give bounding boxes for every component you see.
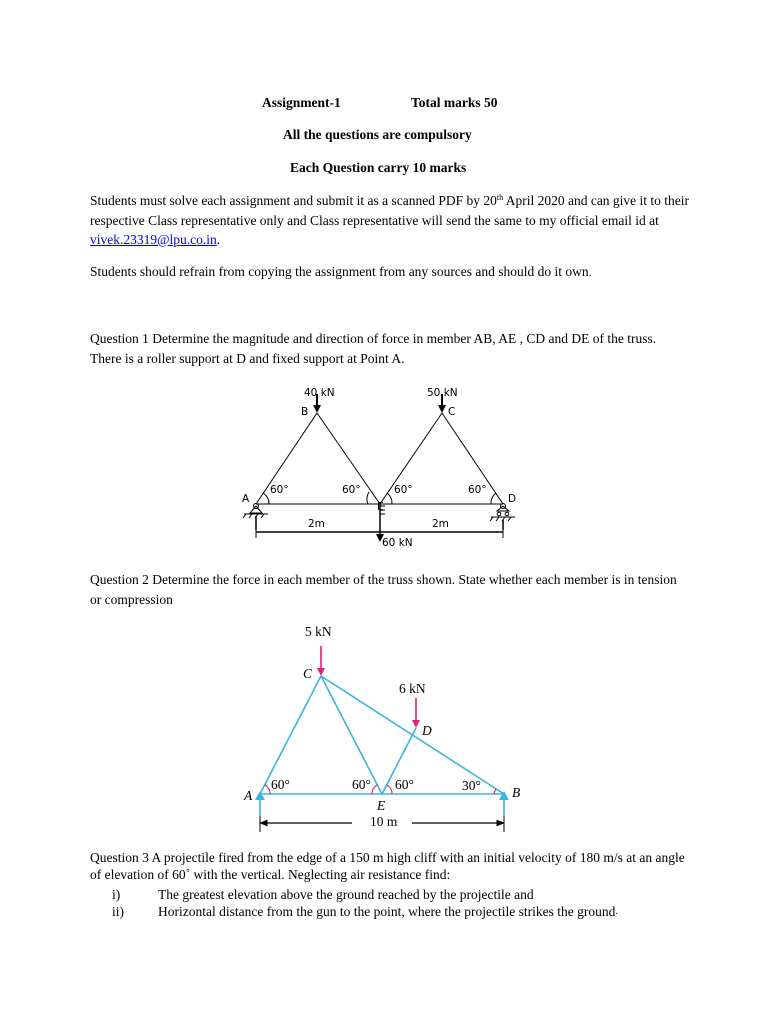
question-2-text: Question 2 Determine the force in each member of the truss shown. State whether each member is in tension or compression	[90, 572, 677, 607]
copying-note: Students should refrain from copying the assignment from any sources and should do it own.	[90, 264, 592, 279]
node-c-label: C	[448, 406, 456, 418]
node-b-label: B	[512, 785, 521, 800]
angle-e-right-label: 60°	[394, 484, 413, 496]
node-b-label: B	[301, 406, 309, 418]
angle-b-label: 30°	[462, 778, 481, 793]
assignment-title: Assignment-1	[262, 95, 341, 110]
angle-e-right-label: 60°	[395, 777, 414, 792]
dim-label: 10 m	[370, 814, 398, 829]
truss-2-figure	[240, 620, 530, 835]
node-a-label: A	[242, 493, 250, 505]
node-e-label: E	[377, 798, 386, 813]
member-ac	[260, 676, 321, 794]
node-a-label: A	[244, 788, 253, 803]
load-c-label: 50 kN	[427, 387, 458, 399]
node-d-label: D	[508, 493, 517, 505]
question-3-list	[90, 886, 618, 920]
dim-right-label: 2m	[432, 518, 449, 530]
marks-note: Each Question carry 10 marks	[290, 160, 467, 175]
question-3-text: Question 3 A projectile fired from the edge of a 150 m high cliff with an initial velocity of 180 m/s at an angle of elevation of 60˚ with the vertical. Neglecting air resistance find:	[90, 850, 685, 882]
angle-d-label: 60°	[468, 484, 487, 496]
total-marks: Total marks 50	[411, 95, 498, 110]
angle-e-left-label: 60°	[352, 777, 371, 792]
node-e-label: E	[377, 501, 384, 513]
submission-instructions: Students must solve each assignment and submit it as a scanned PDF by 20th April 2020 and can give it to their respective Class representative only and Class representative will send the same to my official email id at vivek.23319@lpu.co.in.	[90, 193, 690, 247]
angle-a-label: 60°	[271, 777, 290, 792]
angle-a-label: 60°	[270, 484, 289, 496]
load-b-label: 40 kN	[304, 387, 335, 399]
load-e-label: 60 kN	[382, 537, 413, 549]
load-c-label: 5 kN	[305, 624, 332, 639]
list-item: ii) Horizontal distance from the gun to the point, where the projectile strikes the ground .	[112, 904, 619, 919]
list-item: i) The greatest elevation above the ground reached by the projectile and	[112, 887, 534, 902]
node-c-label: C	[303, 666, 313, 681]
email-link[interactable]: vivek.23319@lpu.co.in	[90, 232, 217, 247]
angle-e-left-label: 60°	[342, 484, 361, 496]
compulsory-note: All the questions are compulsory	[283, 127, 472, 142]
dim-left-label: 2m	[308, 518, 325, 530]
load-d-label: 6 kN	[399, 681, 426, 696]
truss-1-figure	[230, 380, 530, 555]
node-d-label: D	[422, 723, 432, 738]
question-1-text: Question 1 Determine the magnitude and direction of force in member AB, AE , CD and DE of the truss. There is a roller support at D and fixed support at Point A.	[90, 331, 657, 366]
